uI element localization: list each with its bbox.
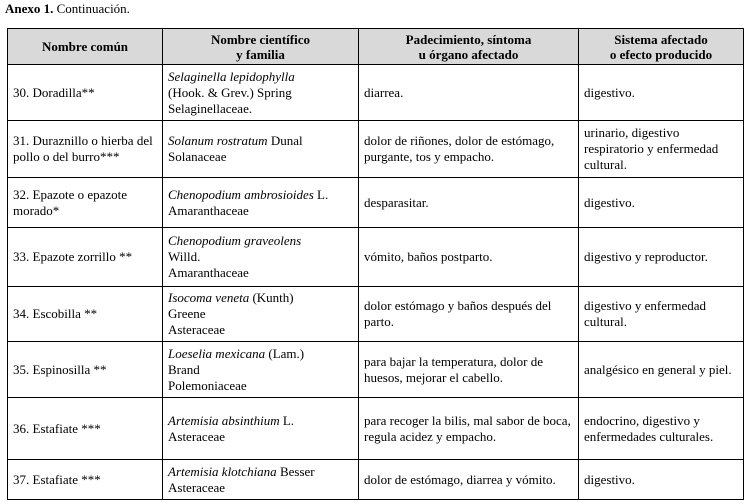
- table-row: [8, 398, 744, 460]
- species-family: Selaginellaceae.: [168, 100, 253, 116]
- table-row: [8, 287, 744, 342]
- cell-common-name: 36. Estafiate ***: [8, 398, 163, 460]
- species-authority: (Lam.): [265, 345, 305, 361]
- cell-system: urinario, digestivo respiratorio y enfermedad cultural.: [579, 121, 744, 178]
- header-common-name: Nombre común: [8, 29, 163, 65]
- cell-system: digestivo.: [579, 65, 744, 121]
- table-row: [8, 228, 744, 287]
- cell-common-name: 31. Duraznillo o hierba del pollo o del burro***: [8, 121, 163, 178]
- species-family: Polemoniaceae: [168, 377, 247, 393]
- cell-ailment: dolor estómago y baños después del parto.: [359, 287, 579, 342]
- species-authority: L.: [313, 186, 329, 202]
- cell-common-name: 37. Estafiate ***: [8, 460, 163, 500]
- cell-system: endocrino, digestivo y enfermedades culturales.: [579, 398, 744, 460]
- caption-label: Anexo 1.: [5, 1, 54, 16]
- species-authority: (Hook. & Grev.) Spring: [168, 84, 292, 100]
- species-authority: Dunal: [267, 133, 303, 148]
- table-row: [8, 178, 744, 228]
- cell-scientific-name: [163, 398, 359, 460]
- species-name: Selaginella lepidophylla: [168, 68, 295, 84]
- species-authority: L.: [279, 412, 295, 428]
- species-authority: Besser: [276, 463, 315, 479]
- cell-ailment: vómito, baños postparto.: [359, 228, 579, 287]
- species-family: Solanaceae: [168, 149, 227, 164]
- cell-scientific-name: [163, 342, 359, 398]
- cell-ailment: para bajar la temperatura, dolor de huesos, mejorar el cabello.: [359, 342, 579, 398]
- species-name: Chenopodium ambrosioides: [168, 186, 314, 202]
- cell-ailment: para recoger la bilis, mal sabor de boca, regula acidez y empacho.: [359, 398, 579, 460]
- cell-system: digestivo.: [579, 460, 744, 500]
- cell-ailment: dolor de estómago, diarrea y vómito.: [359, 460, 579, 500]
- cell-scientific-name: [163, 460, 359, 500]
- cell-scientific-name: [163, 65, 359, 121]
- header-row: [8, 29, 744, 65]
- cell-system: analgésico en general y piel.: [579, 342, 744, 398]
- table-row: [8, 65, 744, 121]
- cell-ailment: desparasitar.: [359, 178, 579, 228]
- cell-scientific-name: [163, 178, 359, 228]
- table-caption: [5, 1, 130, 17]
- cell-common-name: 33. Epazote zorrillo **: [8, 228, 163, 287]
- table-row: [8, 460, 744, 500]
- species-name: Isocoma veneta: [168, 290, 250, 305]
- species-family: Asteraceae: [168, 428, 226, 444]
- cell-common-name: 32. Epazote o epazote morado*: [8, 178, 163, 228]
- cell-scientific-name: [163, 121, 359, 178]
- species-family: Amaranthaceae: [168, 265, 249, 280]
- species-name: Loeselia mexicana: [168, 345, 266, 361]
- cell-scientific-name: [163, 228, 359, 287]
- species-name: Artemisia klotchiana: [168, 463, 277, 479]
- cell-system: digestivo y enfermedad cultural.: [579, 287, 744, 342]
- cell-common-name: 30. Doradilla**: [8, 65, 163, 121]
- header-ailment: Padecimiento, síntoma u órgano afectado: [359, 29, 579, 65]
- species-name: Artemisia absinthium: [168, 412, 280, 428]
- table-header: [8, 29, 744, 65]
- species-family: Asteraceae: [168, 479, 226, 495]
- species-authority: Greene: [168, 306, 206, 321]
- cell-system: digestivo y reproductor.: [579, 228, 744, 287]
- cell-common-name: 35. Espinosilla **: [8, 342, 163, 398]
- caption-text: Continuación.: [53, 1, 130, 16]
- header-scientific-name: Nombre científico y familia: [163, 29, 359, 65]
- species-authority: Brand: [168, 361, 200, 377]
- species-name: Chenopodium graveolens: [168, 233, 302, 248]
- cell-system: digestivo.: [579, 178, 744, 228]
- species-family: Amaranthaceae: [168, 202, 249, 218]
- cell-scientific-name: [163, 287, 359, 342]
- species-authority: (Kunth): [249, 290, 294, 305]
- cell-ailment: diarrea.: [359, 65, 579, 121]
- table-row: [8, 121, 744, 178]
- cell-ailment: dolor de riñones, dolor de estómago, purgante, tos y empacho.: [359, 121, 579, 178]
- header-system: Sistema afectado o efecto producido: [579, 29, 744, 65]
- species-family: Asteraceae: [168, 322, 226, 337]
- table-row: [8, 342, 744, 398]
- species-authority: Willd.: [168, 249, 201, 264]
- cell-common-name: 34. Escobilla **: [8, 287, 163, 342]
- annex-table: [7, 28, 744, 500]
- species-name: Solanum rostratum: [168, 133, 268, 148]
